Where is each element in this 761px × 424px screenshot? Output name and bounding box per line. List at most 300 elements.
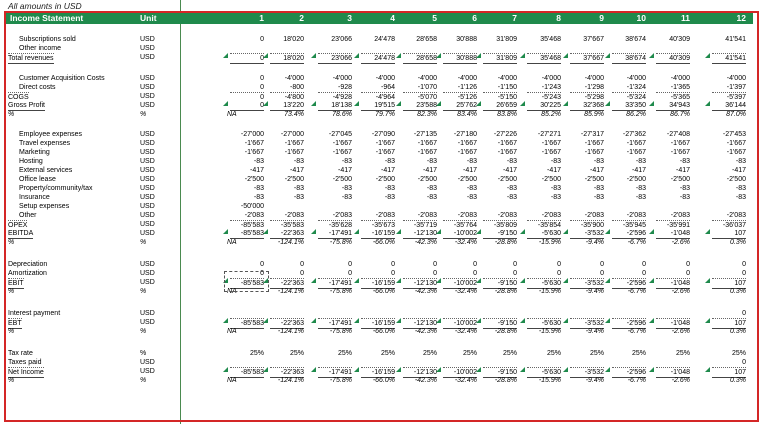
- value-cell[interactable]: 18'138: [318, 101, 352, 111]
- row-unit[interactable]: USD: [140, 270, 155, 277]
- value-cell[interactable]: 86.2%: [626, 111, 646, 118]
- value-cell[interactable]: -4'928: [318, 92, 352, 102]
- value-cell[interactable]: 0: [600, 261, 604, 268]
- value-cell[interactable]: 0: [742, 261, 746, 268]
- value-cell[interactable]: 0: [742, 270, 746, 277]
- value-cell[interactable]: -35'764: [443, 220, 477, 230]
- value-cell[interactable]: -1'667: [626, 140, 646, 147]
- row-label[interactable]: %: [8, 111, 15, 118]
- value-cell[interactable]: -9'150: [483, 278, 517, 289]
- value-cell[interactable]: -15.9%: [538, 328, 561, 335]
- value-cell[interactable]: 0: [686, 270, 690, 277]
- row-unit[interactable]: USD: [140, 158, 155, 165]
- row-label[interactable]: Direct costs: [19, 84, 56, 91]
- value-cell[interactable]: -1'667: [497, 149, 517, 156]
- value-cell[interactable]: -75.8%: [329, 328, 352, 335]
- value-cell[interactable]: 0: [557, 261, 561, 268]
- row-label[interactable]: Amortization: [8, 270, 47, 277]
- value-cell[interactable]: -1'667: [457, 149, 477, 156]
- value-cell[interactable]: -417: [249, 167, 264, 174]
- value-cell[interactable]: -1'048: [656, 278, 690, 289]
- value-cell[interactable]: 0: [260, 75, 264, 82]
- value-cell[interactable]: -2.6%: [671, 328, 690, 335]
- row-unit[interactable]: USD: [140, 279, 155, 286]
- value-cell[interactable]: -800: [289, 84, 304, 91]
- value-cell[interactable]: 0: [348, 270, 352, 277]
- value-cell[interactable]: -83: [341, 158, 352, 165]
- value-cell[interactable]: 0: [230, 101, 264, 111]
- value-cell[interactable]: -417: [337, 167, 352, 174]
- value-cell[interactable]: 0: [230, 53, 264, 64]
- value-cell[interactable]: -2'500: [284, 176, 304, 183]
- value-cell[interactable]: -6.7%: [627, 288, 646, 295]
- value-cell[interactable]: 40'309: [656, 53, 690, 64]
- value-cell[interactable]: -5'298: [570, 92, 604, 102]
- value-cell[interactable]: -27'045: [328, 131, 352, 138]
- value-cell[interactable]: -12'130: [403, 367, 437, 378]
- value-cell[interactable]: -4'000: [457, 75, 477, 82]
- value-cell[interactable]: -27'090: [371, 131, 395, 138]
- value-cell[interactable]: -1'048: [656, 367, 690, 378]
- value-cell[interactable]: -83: [466, 185, 477, 192]
- value-cell[interactable]: -42.3%: [414, 377, 437, 384]
- row-unit[interactable]: USD: [140, 221, 155, 228]
- value-cell[interactable]: -10'002: [443, 367, 477, 378]
- row-unit[interactable]: USD: [140, 230, 155, 237]
- value-cell[interactable]: -83: [735, 158, 746, 165]
- value-cell[interactable]: -15.9%: [538, 239, 561, 246]
- value-cell[interactable]: 19'515: [361, 101, 395, 111]
- row-unit[interactable]: USD: [140, 212, 155, 219]
- value-cell[interactable]: 0: [348, 261, 352, 268]
- row-unit[interactable]: USD: [140, 185, 155, 192]
- value-cell[interactable]: -32.4%: [454, 239, 477, 246]
- value-cell[interactable]: 18'020: [283, 36, 304, 43]
- value-cell[interactable]: -3'532: [570, 367, 604, 378]
- value-cell[interactable]: -10'002: [443, 278, 477, 289]
- row-label[interactable]: Interest payment: [8, 310, 61, 317]
- value-cell[interactable]: 85.9%: [584, 111, 604, 118]
- value-cell[interactable]: -28.8%: [494, 288, 517, 295]
- value-cell[interactable]: -42.3%: [414, 288, 437, 295]
- value-cell[interactable]: 13'220: [270, 101, 304, 111]
- value-cell[interactable]: -4'800: [270, 92, 304, 102]
- value-cell[interactable]: -417: [631, 167, 646, 174]
- value-cell[interactable]: -1'667: [375, 149, 395, 156]
- value-cell[interactable]: -83: [635, 185, 646, 192]
- value-cell[interactable]: -2'083: [244, 212, 264, 219]
- value-cell[interactable]: -16'159: [361, 229, 395, 239]
- value-cell[interactable]: -2.6%: [671, 239, 690, 246]
- value-cell[interactable]: -2'083: [375, 212, 395, 219]
- value-cell[interactable]: -5'126: [443, 92, 477, 102]
- value-cell[interactable]: -417: [546, 167, 561, 174]
- value-cell[interactable]: -83: [426, 194, 437, 201]
- value-cell[interactable]: -1'667: [417, 149, 437, 156]
- value-cell[interactable]: -83: [426, 185, 437, 192]
- value-cell[interactable]: -12'130: [403, 229, 437, 239]
- value-cell[interactable]: 85.2%: [541, 111, 561, 118]
- value-cell[interactable]: -9.4%: [585, 288, 604, 295]
- value-cell[interactable]: 25%: [731, 350, 746, 357]
- value-cell[interactable]: -1'243: [541, 84, 561, 91]
- value-cell[interactable]: -1'667: [670, 140, 690, 147]
- value-cell[interactable]: -2'500: [375, 176, 395, 183]
- value-cell[interactable]: -2'596: [612, 367, 646, 378]
- value-cell[interactable]: -83: [426, 158, 437, 165]
- value-cell[interactable]: -2'596: [612, 229, 646, 239]
- value-cell[interactable]: 87.0%: [726, 111, 746, 118]
- value-cell[interactable]: -27'000: [280, 131, 304, 138]
- value-cell[interactable]: -5'630: [527, 367, 561, 378]
- value-cell[interactable]: -22'363: [270, 367, 304, 378]
- value-cell[interactable]: -2'500: [584, 176, 604, 183]
- value-cell[interactable]: -1'667: [541, 149, 561, 156]
- value-cell[interactable]: 31'809: [483, 53, 517, 64]
- value-cell[interactable]: -124.1%: [277, 239, 304, 246]
- value-cell[interactable]: 35'468: [527, 53, 561, 64]
- value-cell[interactable]: -28.8%: [494, 239, 517, 246]
- value-cell[interactable]: -75.8%: [329, 377, 352, 384]
- value-cell[interactable]: 107: [712, 318, 746, 329]
- value-cell[interactable]: -9'150: [483, 367, 517, 378]
- value-cell[interactable]: -75.8%: [329, 239, 352, 246]
- value-cell[interactable]: -83: [293, 194, 304, 201]
- value-cell[interactable]: -66.0%: [372, 377, 395, 384]
- value-cell[interactable]: -83: [679, 185, 690, 192]
- value-cell[interactable]: -417: [502, 167, 517, 174]
- row-label[interactable]: Subscriptions sold: [19, 36, 76, 43]
- value-cell[interactable]: 25%: [675, 350, 690, 357]
- value-cell[interactable]: -5'365: [656, 92, 690, 102]
- value-cell[interactable]: -2.6%: [671, 288, 690, 295]
- value-cell[interactable]: -124.1%: [277, 377, 304, 384]
- row-unit[interactable]: USD: [140, 261, 155, 268]
- value-cell[interactable]: 0: [473, 261, 477, 268]
- value-cell[interactable]: -1'667: [584, 140, 604, 147]
- value-cell[interactable]: -1'667: [417, 140, 437, 147]
- value-cell[interactable]: -3'532: [570, 318, 604, 329]
- value-cell[interactable]: -83: [293, 185, 304, 192]
- row-unit[interactable]: USD: [140, 75, 155, 82]
- value-cell[interactable]: -2'500: [541, 176, 561, 183]
- value-cell[interactable]: -1'070: [417, 84, 437, 91]
- value-cell[interactable]: -1'298: [584, 84, 604, 91]
- value-cell[interactable]: -83: [466, 158, 477, 165]
- value-cell[interactable]: -5'070: [403, 92, 437, 102]
- value-cell[interactable]: -16'159: [361, 367, 395, 378]
- row-label[interactable]: %: [8, 328, 15, 335]
- value-cell[interactable]: -4'964: [361, 92, 395, 102]
- value-cell[interactable]: 0.3%: [730, 288, 746, 295]
- value-cell[interactable]: -417: [422, 167, 437, 174]
- value-cell[interactable]: -1'667: [626, 149, 646, 156]
- value-cell[interactable]: -1'667: [244, 149, 264, 156]
- value-cell[interactable]: -83: [253, 194, 264, 201]
- row-label[interactable]: Tax rate: [8, 350, 33, 357]
- value-cell[interactable]: -83: [506, 185, 517, 192]
- value-cell[interactable]: -83: [593, 158, 604, 165]
- row-label[interactable]: Net Income: [8, 369, 44, 376]
- row-label[interactable]: Other income: [19, 45, 62, 52]
- row-unit[interactable]: USD: [140, 319, 155, 326]
- value-cell[interactable]: -1'667: [726, 140, 746, 147]
- row-label[interactable]: Other: [19, 212, 37, 219]
- value-cell[interactable]: -35'854: [527, 220, 561, 230]
- row-unit[interactable]: USD: [140, 36, 155, 43]
- value-cell[interactable]: 0: [433, 261, 437, 268]
- value-cell[interactable]: -5'630: [527, 229, 561, 239]
- value-cell[interactable]: -66.0%: [372, 288, 395, 295]
- value-cell[interactable]: -5'150: [483, 92, 517, 102]
- value-cell[interactable]: -9.4%: [585, 328, 604, 335]
- value-cell[interactable]: -35'900: [570, 220, 604, 230]
- selected-cell-range[interactable]: [224, 271, 269, 292]
- row-label[interactable]: Taxes paid: [8, 359, 42, 366]
- value-cell[interactable]: -42.3%: [414, 328, 437, 335]
- value-cell[interactable]: -2'500: [457, 176, 477, 183]
- row-unit[interactable]: USD: [140, 310, 155, 317]
- row-label[interactable]: Travel expenses: [19, 140, 71, 147]
- value-cell[interactable]: -27'362: [622, 131, 646, 138]
- value-cell[interactable]: 32'368: [570, 101, 604, 111]
- value-cell[interactable]: 25%: [502, 350, 517, 357]
- value-cell[interactable]: -1'365: [670, 84, 690, 91]
- value-cell[interactable]: -28.8%: [494, 377, 517, 384]
- value-cell[interactable]: -35'673: [361, 220, 395, 230]
- value-cell[interactable]: -1'150: [497, 84, 517, 91]
- value-cell[interactable]: 0: [557, 270, 561, 277]
- value-cell[interactable]: -2'083: [332, 212, 352, 219]
- value-cell[interactable]: -2'596: [612, 278, 646, 289]
- value-cell[interactable]: -4'000: [626, 75, 646, 82]
- value-cell[interactable]: -83: [384, 158, 395, 165]
- value-cell[interactable]: -2'083: [726, 212, 746, 219]
- value-cell[interactable]: -2'083: [584, 212, 604, 219]
- value-cell[interactable]: -83: [679, 158, 690, 165]
- value-cell[interactable]: 24'478: [361, 53, 395, 64]
- value-cell[interactable]: 86.7%: [670, 111, 690, 118]
- value-cell[interactable]: -1'667: [244, 140, 264, 147]
- value-cell[interactable]: -2'500: [726, 176, 746, 183]
- value-cell[interactable]: 28'658: [416, 36, 437, 43]
- value-cell[interactable]: -4'000: [332, 75, 352, 82]
- value-cell[interactable]: -83: [341, 194, 352, 201]
- value-cell[interactable]: -2'500: [670, 176, 690, 183]
- value-cell[interactable]: -10'002: [443, 229, 477, 239]
- value-cell[interactable]: 0: [260, 261, 264, 268]
- value-cell[interactable]: -32.4%: [454, 328, 477, 335]
- row-unit[interactable]: USD: [140, 140, 155, 147]
- value-cell[interactable]: -124.1%: [277, 328, 304, 335]
- value-cell[interactable]: -85'583: [230, 229, 264, 239]
- value-cell[interactable]: -85'583: [230, 220, 264, 230]
- row-label[interactable]: Customer Acquisition Costs: [19, 75, 105, 82]
- value-cell[interactable]: -75.8%: [329, 288, 352, 295]
- value-cell[interactable]: 25%: [380, 350, 395, 357]
- value-cell[interactable]: -85'583: [230, 367, 264, 378]
- value-cell[interactable]: -27'408: [666, 131, 690, 138]
- value-cell[interactable]: -417: [289, 167, 304, 174]
- value-cell[interactable]: -83: [384, 185, 395, 192]
- row-unit[interactable]: %: [140, 328, 147, 335]
- row-unit[interactable]: USD: [140, 176, 155, 183]
- value-cell[interactable]: 0: [513, 270, 517, 277]
- value-cell[interactable]: -4'000: [584, 75, 604, 82]
- value-cell[interactable]: 0: [260, 84, 264, 91]
- row-unit[interactable]: %: [140, 111, 147, 118]
- value-cell[interactable]: 18'020: [270, 53, 304, 64]
- value-cell[interactable]: -1'324: [626, 84, 646, 91]
- row-label[interactable]: EBIT: [8, 280, 24, 287]
- value-cell[interactable]: -32.4%: [454, 377, 477, 384]
- value-cell[interactable]: -4'000: [726, 75, 746, 82]
- value-cell[interactable]: 25%: [289, 350, 304, 357]
- value-cell[interactable]: -417: [731, 167, 746, 174]
- value-cell[interactable]: -27'135: [413, 131, 437, 138]
- value-cell[interactable]: 35'468: [540, 36, 561, 43]
- value-cell[interactable]: -85'583: [230, 318, 264, 329]
- value-cell[interactable]: 0: [742, 310, 746, 317]
- value-cell[interactable]: 38'674: [625, 36, 646, 43]
- value-cell[interactable]: 26'659: [483, 101, 517, 111]
- value-cell[interactable]: -83: [506, 194, 517, 201]
- value-cell[interactable]: 0: [391, 270, 395, 277]
- value-cell[interactable]: -1'667: [584, 149, 604, 156]
- value-cell[interactable]: -1'667: [497, 140, 517, 147]
- row-label[interactable]: Marketing: [19, 149, 50, 156]
- value-cell[interactable]: 36'144: [712, 101, 746, 111]
- value-cell[interactable]: 0: [742, 359, 746, 366]
- value-cell[interactable]: -2'083: [457, 212, 477, 219]
- na-cell[interactable]: NA: [227, 239, 237, 246]
- value-cell[interactable]: -417: [589, 167, 604, 174]
- value-cell[interactable]: -124.1%: [277, 288, 304, 295]
- value-cell[interactable]: 0: [300, 270, 304, 277]
- row-unit[interactable]: USD: [140, 368, 155, 375]
- value-cell[interactable]: 24'478: [374, 36, 395, 43]
- value-cell[interactable]: -2'083: [284, 212, 304, 219]
- value-cell[interactable]: -2'500: [497, 176, 517, 183]
- value-cell[interactable]: -6.7%: [627, 239, 646, 246]
- value-cell[interactable]: -1'667: [457, 140, 477, 147]
- value-cell[interactable]: -83: [253, 158, 264, 165]
- value-cell[interactable]: 0: [300, 261, 304, 268]
- value-cell[interactable]: 31'809: [496, 36, 517, 43]
- row-label[interactable]: %: [8, 377, 15, 384]
- value-cell[interactable]: -17'491: [318, 278, 352, 289]
- value-cell[interactable]: 0: [686, 261, 690, 268]
- row-label[interactable]: Office lease: [19, 176, 56, 183]
- value-cell[interactable]: 28'658: [403, 53, 437, 64]
- value-cell[interactable]: -83: [735, 194, 746, 201]
- value-cell[interactable]: 0: [600, 270, 604, 277]
- value-cell[interactable]: -16'159: [361, 278, 395, 289]
- value-cell[interactable]: -28.8%: [494, 328, 517, 335]
- value-cell[interactable]: -22'363: [270, 229, 304, 239]
- value-cell[interactable]: -17'491: [318, 229, 352, 239]
- value-cell[interactable]: -2'083: [417, 212, 437, 219]
- value-cell[interactable]: -9'150: [483, 229, 517, 239]
- value-cell[interactable]: -35'628: [318, 220, 352, 230]
- value-cell[interactable]: 25%: [631, 350, 646, 357]
- value-cell[interactable]: 23'066: [318, 53, 352, 64]
- value-cell[interactable]: -1'667: [332, 140, 352, 147]
- value-cell[interactable]: -83: [635, 194, 646, 201]
- row-unit[interactable]: %: [140, 288, 147, 295]
- value-cell[interactable]: 33'350: [612, 101, 646, 111]
- value-cell[interactable]: -22'363: [270, 318, 304, 329]
- value-cell[interactable]: 30'888: [443, 53, 477, 64]
- value-cell[interactable]: -17'491: [318, 318, 352, 329]
- value-cell[interactable]: 0: [642, 270, 646, 277]
- row-label[interactable]: Setup expenses: [19, 203, 70, 210]
- value-cell[interactable]: 0: [230, 92, 264, 102]
- value-cell[interactable]: -1'048: [656, 229, 690, 239]
- value-cell[interactable]: 25%: [462, 350, 477, 357]
- value-cell[interactable]: 73.4%: [284, 111, 304, 118]
- value-cell[interactable]: 23'588: [403, 101, 437, 111]
- na-cell[interactable]: NA: [227, 328, 237, 335]
- value-cell[interactable]: -1'126: [457, 84, 477, 91]
- row-unit[interactable]: USD: [140, 203, 155, 210]
- value-cell[interactable]: 107: [712, 367, 746, 378]
- value-cell[interactable]: 23'066: [331, 36, 352, 43]
- value-cell[interactable]: 0: [513, 261, 517, 268]
- value-cell[interactable]: -4'000: [417, 75, 437, 82]
- value-cell[interactable]: -36'037: [712, 220, 746, 230]
- value-cell[interactable]: -15.9%: [538, 288, 561, 295]
- value-cell[interactable]: -27'226: [493, 131, 517, 138]
- value-cell[interactable]: -83: [341, 185, 352, 192]
- value-cell[interactable]: -1'667: [541, 140, 561, 147]
- row-unit[interactable]: %: [140, 350, 147, 357]
- value-cell[interactable]: -83: [550, 158, 561, 165]
- row-label[interactable]: Depreciation: [8, 261, 48, 268]
- value-cell[interactable]: -5'243: [527, 92, 561, 102]
- row-label[interactable]: Insurance: [19, 194, 50, 201]
- row-label[interactable]: Total revenues: [8, 55, 54, 62]
- value-cell[interactable]: -35'945: [612, 220, 646, 230]
- value-cell[interactable]: 25'762: [443, 101, 477, 111]
- value-cell[interactable]: -83: [735, 185, 746, 192]
- value-cell[interactable]: 40'309: [669, 36, 690, 43]
- row-label[interactable]: EBT: [8, 320, 22, 327]
- row-label[interactable]: Gross Profit: [8, 102, 45, 109]
- value-cell[interactable]: -83: [593, 194, 604, 201]
- value-cell[interactable]: -1'048: [656, 318, 690, 329]
- value-cell[interactable]: -5'630: [527, 318, 561, 329]
- value-cell[interactable]: -16'159: [361, 318, 395, 329]
- row-label[interactable]: Employee expenses: [19, 131, 83, 138]
- value-cell[interactable]: -9.4%: [585, 377, 604, 384]
- value-cell[interactable]: -1'667: [726, 149, 746, 156]
- value-cell[interactable]: -6.7%: [627, 377, 646, 384]
- value-cell[interactable]: -1'667: [332, 149, 352, 156]
- row-unit[interactable]: %: [140, 239, 147, 246]
- value-cell[interactable]: -417: [675, 167, 690, 174]
- value-cell[interactable]: 107: [712, 278, 746, 289]
- value-cell[interactable]: -66.0%: [372, 239, 395, 246]
- na-cell[interactable]: NA: [227, 111, 237, 118]
- value-cell[interactable]: 41'541: [712, 53, 746, 64]
- value-cell[interactable]: 0: [473, 270, 477, 277]
- value-cell[interactable]: -964: [380, 84, 395, 91]
- value-cell[interactable]: -2'500: [626, 176, 646, 183]
- value-cell[interactable]: -85'583: [230, 278, 264, 289]
- value-cell[interactable]: -2'083: [497, 212, 517, 219]
- value-cell[interactable]: -2'083: [626, 212, 646, 219]
